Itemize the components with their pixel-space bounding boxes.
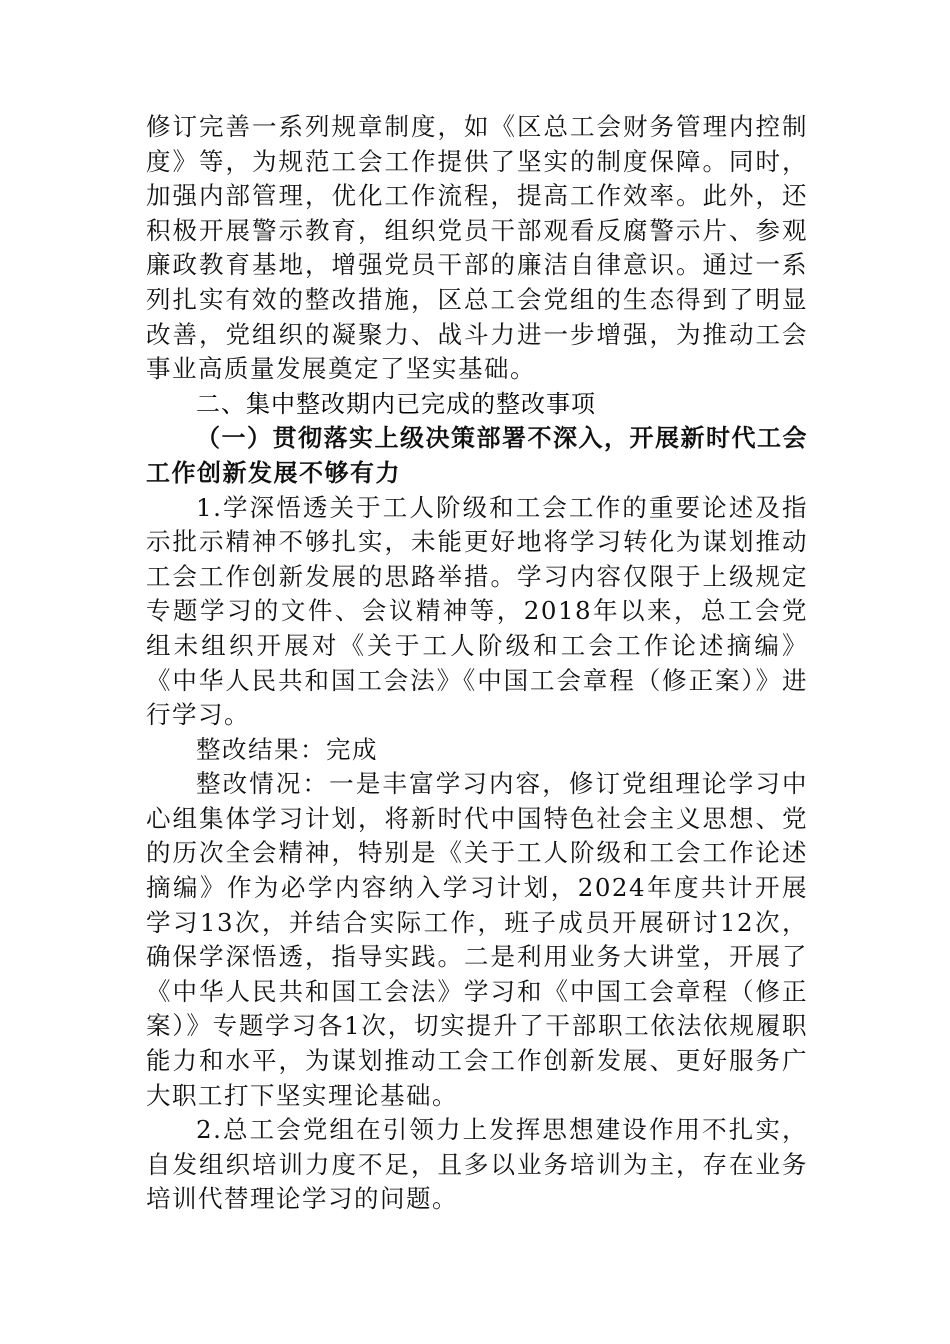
document-page <box>146 110 808 1217</box>
rectification-result: 整改结果：完成 <box>196 734 378 764</box>
subsection-heading: （一）贯彻落实上级决策部署不深入，开展新时代工会工作创新发展不够有力 <box>146 423 808 487</box>
issue-item-2: 2.总工会党组在引领力上发挥思想建设作用不扎实，自发组织培训力度不足，且多以业务培训为主，存在业务培训代替理论学习的问题。 <box>146 1115 808 1214</box>
rectification-situation: 整改情况：一是丰富学习内容，修订党组理论学习中心组集体学习计划，将新时代中国特色社会主义思想、党的历次全会精神，特别是《关于工人阶级和工会工作论述摘编》作为必学内容纳入学习计划，2024年度共计开展学习13次，并结合实际工作，班子成员开展研讨12次，确保学深悟透，指导实践。二是利用业务大讲堂，开展了《中华人民共和国工会法》学习和《中国工会章程（修正案）》专题学习各1次，切实提升了干部职工依法依规履职能力和水平，为谋划推动工会工作创新发展、更好服务广大职工打下坚实理论基础。 <box>146 769 808 1110</box>
section-heading: 二、集中整改期内已完成的整改事项 <box>196 389 596 418</box>
issue-item-1: 1.学深悟透关于工人阶级和工会工作的重要论述及指示批示精神不够扎实，未能更好地将学习转化为谋划推动工会工作创新发展的思路举措。学习内容仅限于上级规定专题学习的文件、会议精神等，2018年以来，总工会党组未组织开展对《关于工人阶级和工会工作论述摘编》《中华人民共和国工会法》《中国工会章程（修正案）》进行学习。 <box>146 492 808 730</box>
body-paragraph-continued: 修订完善一系列规章制度，如《区总工会财务管理内控制度》等，为规范工会工作提供了坚实的制度保障。同时，加强内部管理，优化工作流程，提高工作效率。此外，还积极开展警示教育，组织党员干部观看反腐警示片、参观廉政教育基地，增强党员干部的廉洁自律意识。通过一系列扎实有效的整改措施，区总工会党组的生态得到了明显改善，党组织的凝聚力、战斗力进一步增强，为推动工会事业高质量发展奠定了坚实基础。 <box>146 112 808 384</box>
